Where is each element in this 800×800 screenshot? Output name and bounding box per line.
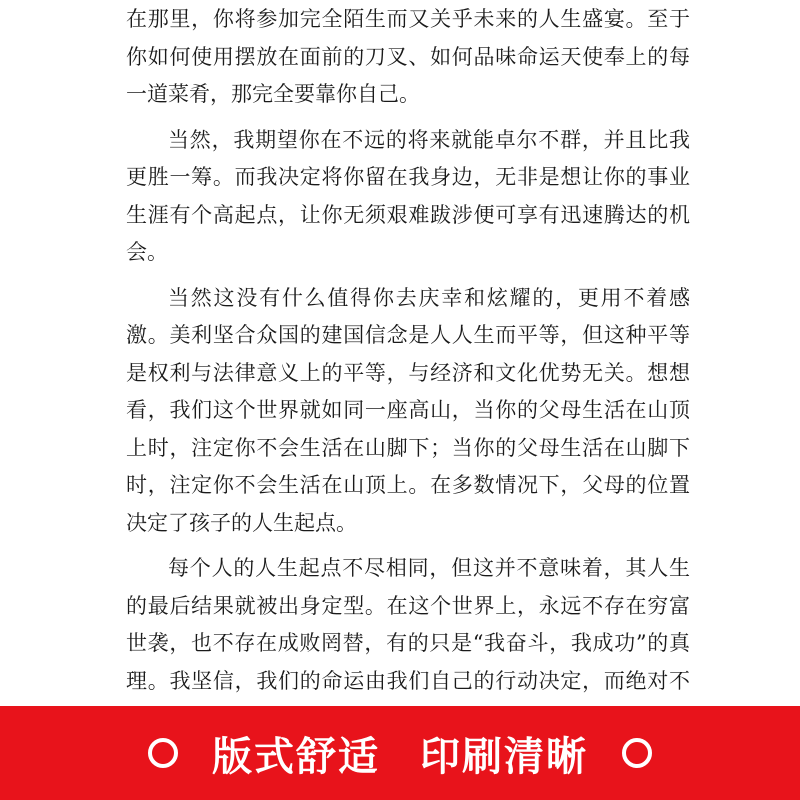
paragraph-1: 在那里，你将参加完全陌生而又关乎未来的人生盛宴。至于你如何使用摆放在面前的刀叉、如何品味命运天使奉上的每一道菜肴，那完全要靠你自己。: [126, 7, 690, 106]
text-body: [126, 1, 690, 746]
circle-icon: [148, 738, 178, 768]
promo-banner: [0, 706, 800, 800]
paragraph-3: 当然这没有什么值得你去庆幸和炫耀的，更用不着感激。美利坚合众国的建国信念是人人生而平等，但这种平等是权利与法律意义上的平等，与经济和文化优势无关。想想看，我们这个世界就如同一座高山，当你的父母生活在山顶上时，注定你不会生活在山脚下；当你的父母生活在山脚下时，注定你不会生活在山顶上。在多数情况下，父母的位置决定了孩子的人生起点。: [126, 285, 690, 535]
paragraph-4: 每个人的人生起点不尽相同，但这并不意味着，其人生的最后结果就被出身定型。在这个世界上，永远不存在穷富世袭，也不存在成败罔替，有的只是“我奋斗，我成功”的真理。我坚信，我们的命运由我们自己的行动决定，而绝对不: [126, 556, 690, 693]
paragraph-2: 当然，我期望你在不远的将来就能卓尔不群，并且比我更胜一筹。而我决定将你留在我身边，无非是想让你的事业生涯有个高起点，让你无须艰难跋涉便可享有迅速腾达的机会。: [126, 127, 690, 264]
slogan-right: 印刷清晰: [420, 733, 588, 780]
circle-icon: [622, 738, 652, 768]
slogan-left: 版式舒适: [212, 733, 380, 780]
